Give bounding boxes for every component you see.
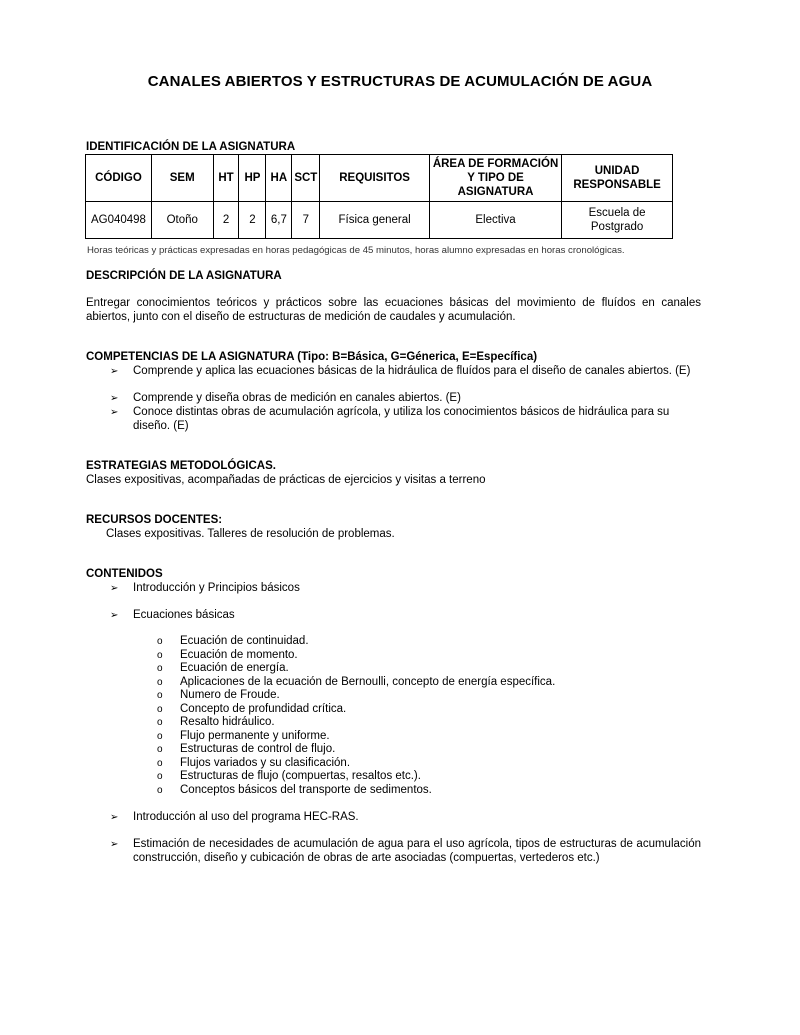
contenido-subitem: Estructuras de control de flujo. bbox=[180, 743, 336, 755]
contenido-item: Ecuaciones básicas bbox=[133, 609, 235, 621]
contenido-subitem: Ecuación de momento. bbox=[180, 648, 298, 661]
estrategias-text: Clases expositivas, acompañadas de prácticas de ejercicios y visitas a terreno bbox=[86, 474, 486, 486]
cell-ha: 6,7 bbox=[266, 202, 292, 239]
competencias-heading: COMPETENCIAS DE LA ASIGNATURA (Tipo: B=Básica, G=Génerica, E=Específica) bbox=[86, 351, 538, 363]
circle-bullet-icon: o bbox=[157, 663, 163, 674]
cell-area: Electiva bbox=[429, 202, 561, 239]
cell-requisitos: Física general bbox=[320, 202, 430, 239]
cell-codigo: AG040498 bbox=[86, 202, 152, 239]
contenido-subitem: Flujo permanente y uniforme. bbox=[180, 729, 330, 742]
cell-sem: Otoño bbox=[151, 202, 213, 239]
arrow-bullet-icon: ➢ bbox=[110, 610, 119, 621]
arrow-bullet-icon: ➢ bbox=[110, 366, 119, 377]
contenido-item: Estimación de necesidades de acumulación de agua para el uso agrícola, tipos de estructuras de acumulación construcción, diseño y cubicación de obras de arte asociadas (compuertas, vertederos etc.) bbox=[133, 838, 701, 864]
header-sem: SEM bbox=[151, 155, 213, 202]
header-sct: SCT bbox=[292, 155, 320, 202]
contenido-subitem: Ecuación de energía. bbox=[180, 662, 289, 674]
arrow-bullet-icon: ➢ bbox=[110, 393, 119, 404]
header-hp: HP bbox=[239, 155, 266, 202]
header-ht: HT bbox=[213, 155, 239, 202]
circle-bullet-icon: o bbox=[157, 717, 163, 728]
circle-bullet-icon: o bbox=[157, 757, 163, 769]
competencia-item: Conoce distintas obras de acumulación agrícola, y utiliza los conocimientos básicos de hidráulica para su diseño. (E) bbox=[133, 406, 670, 432]
contenido-subitem: Ecuación de continuidad. bbox=[180, 635, 309, 647]
header-requisitos: REQUISITOS bbox=[320, 155, 430, 202]
circle-bullet-icon: o bbox=[157, 744, 163, 755]
circle-bullet-icon: o bbox=[157, 649, 163, 661]
arrow-bullet-icon: ➢ bbox=[110, 839, 119, 850]
contenido-subitem: Estructuras de flujo (compuertas, resaltos etc.). bbox=[180, 770, 421, 782]
estrategias-heading: ESTRATEGIAS METODOLÓGICAS. bbox=[86, 460, 276, 472]
header-unidad: UNIDAD RESPONSABLE bbox=[562, 155, 673, 202]
arrow-bullet-icon: ➢ bbox=[110, 812, 119, 823]
contenido-subitem: Conceptos básicos del transporte de sedimentos. bbox=[180, 783, 432, 796]
descripcion-text: Entregar conocimientos teóricos y prácticos sobre las ecuaciones básicas del movimiento de fluídos en canales abiertos, junto con el diseño de estructuras de medición de caudales y acumulación. bbox=[86, 297, 701, 323]
cell-sct: 7 bbox=[292, 202, 320, 239]
contenido-item: Introducción y Principios básicos bbox=[133, 582, 300, 594]
circle-bullet-icon: o bbox=[157, 771, 163, 782]
cell-hp: 2 bbox=[239, 202, 266, 239]
competencia-item: Comprende y aplica las ecuaciones básicas de la hidráulica de fluídos para el diseño de canales abiertos. (E) bbox=[133, 365, 691, 377]
circle-bullet-icon: o bbox=[157, 636, 163, 647]
cell-unidad: Escuela de Postgrado bbox=[562, 202, 673, 239]
circle-bullet-icon: o bbox=[157, 784, 163, 796]
header-codigo: CÓDIGO bbox=[86, 155, 152, 202]
contenido-subitem: Flujos variados y su clasificación. bbox=[180, 756, 351, 769]
contenido-item: Introducción al uso del programa HEC-RAS. bbox=[133, 811, 359, 823]
contenido-subitem: Concepto de profundidad crítica. bbox=[180, 702, 347, 715]
identificacion-table bbox=[85, 154, 673, 239]
circle-bullet-icon: o bbox=[157, 690, 163, 701]
contenidos-heading: CONTENIDOS bbox=[86, 568, 163, 580]
arrow-bullet-icon: ➢ bbox=[110, 583, 119, 594]
table-row bbox=[86, 202, 673, 239]
recursos-text: Clases expositivas. Talleres de resolución de problemas. bbox=[106, 528, 395, 540]
contenido-subitem: Numero de Froude. bbox=[180, 689, 280, 701]
descripcion-heading: DESCRIPCIÓN DE LA ASIGNATURA bbox=[86, 270, 282, 282]
recursos-heading: RECURSOS DOCENTES: bbox=[86, 514, 223, 526]
contenido-subitem: Resalto hidráulico. bbox=[180, 716, 275, 728]
table-header-row bbox=[86, 155, 673, 202]
cell-ht: 2 bbox=[213, 202, 239, 239]
header-area: ÁREA DE FORMACIÓN Y TIPO DE ASIGNATURA bbox=[429, 155, 561, 202]
circle-bullet-icon: o bbox=[157, 703, 163, 715]
circle-bullet-icon: o bbox=[157, 676, 163, 688]
page-title: CANALES ABIERTOS Y ESTRUCTURAS DE ACUMULACIÓN DE AGUA bbox=[147, 73, 653, 90]
contenido-subitem: Aplicaciones de la ecuación de Bernoulli, concepto de energía específica. bbox=[180, 675, 556, 688]
hours-note: Horas teóricas y prácticas expresadas en horas pedagógicas de 45 minutos, horas alumno expresadas en horas cronológicas. bbox=[87, 245, 625, 256]
competencia-item: Comprende y diseña obras de medición en canales abiertos. (E) bbox=[133, 392, 461, 404]
identificacion-heading: IDENTIFICACIÓN DE LA ASIGNATURA bbox=[86, 141, 296, 153]
arrow-bullet-icon: ➢ bbox=[110, 407, 119, 418]
header-ha: HA bbox=[266, 155, 292, 202]
circle-bullet-icon: o bbox=[157, 730, 163, 742]
